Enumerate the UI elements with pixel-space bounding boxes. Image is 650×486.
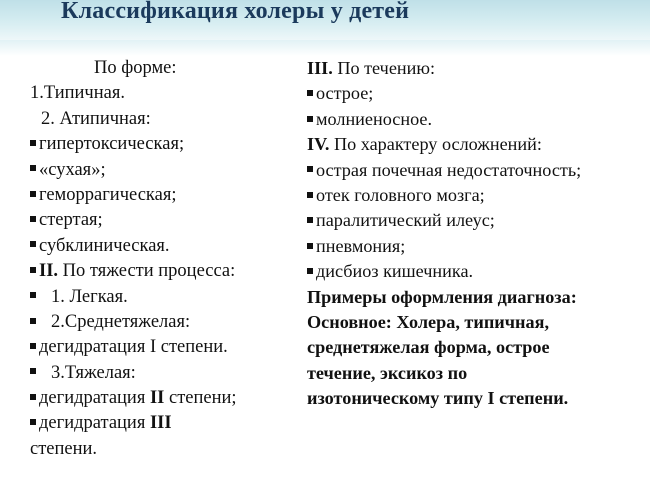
complications-heading: IV. По характеру осложнений:	[307, 134, 542, 155]
list-item: стертая;	[30, 208, 292, 233]
list-item: 3.Тяжелая:	[30, 361, 292, 386]
list-item: молниеносное.	[307, 107, 647, 132]
bullet-icon	[307, 116, 313, 122]
bullet-icon	[30, 140, 36, 146]
diagnosis-example-line: среднетяжелая форма, острое	[307, 337, 550, 358]
list-item: субклиническая.	[30, 234, 292, 259]
list-item: 1. Легкая.	[30, 285, 292, 310]
severity-heading: II. По тяжести процесса:	[30, 259, 292, 284]
bullet-icon	[307, 192, 313, 198]
diagnosis-example-line: течение, эксикоз по	[307, 362, 468, 383]
page-title: Классификация холеры у детей	[61, 0, 410, 24]
list-item: острая почечная недостаточность;	[307, 158, 647, 183]
list-item: дегидратация I степени.	[30, 335, 292, 360]
bullet-icon	[307, 268, 313, 274]
bullet-icon	[30, 292, 36, 298]
bullet-icon	[30, 241, 36, 247]
diagnosis-example-line: Основное: Холера, типичная,	[307, 311, 550, 332]
course-heading: III. По течению:	[307, 58, 435, 78]
list-item: острое;	[307, 81, 647, 106]
right-column	[307, 56, 647, 411]
list-item: гипертоксическая;	[30, 132, 292, 157]
list-item: паралитический илеус;	[307, 208, 647, 233]
bullet-icon	[30, 419, 36, 425]
bullet-icon	[307, 166, 313, 172]
bullet-icon	[30, 165, 36, 171]
diagnosis-example-line: изотоническому типу I степени.	[307, 388, 569, 409]
diagnosis-example-heading: Примеры оформления диагноза:	[307, 286, 577, 307]
bullet-icon	[30, 216, 36, 222]
list-item: дегидратация II степени;	[30, 386, 292, 411]
bullet-icon	[30, 191, 36, 197]
bullet-icon	[30, 343, 36, 349]
list-item: пневмония;	[307, 234, 647, 259]
typical-form: 1.Типичная.	[30, 83, 125, 104]
left-column	[30, 56, 292, 462]
list-item-continuation: степени.	[30, 438, 98, 459]
list-item: дегидратация III	[30, 411, 292, 436]
bullet-icon	[30, 267, 36, 273]
bullet-icon	[30, 394, 36, 400]
list-item: отек головного мозга;	[307, 183, 647, 208]
list-item: «сухая»;	[30, 158, 292, 183]
list-item: 2.Среднетяжелая:	[30, 310, 292, 335]
atypical-form: 2. Атипичная:	[41, 108, 151, 129]
bullet-icon	[30, 368, 36, 374]
form-heading: По форме:	[94, 58, 177, 78]
bullet-icon	[307, 243, 313, 249]
bullet-icon	[30, 318, 36, 324]
list-item: дисбиоз кишечника.	[307, 259, 647, 284]
bullet-icon	[307, 217, 313, 223]
bullet-icon	[307, 90, 313, 96]
list-item: геморрагическая;	[30, 183, 292, 208]
